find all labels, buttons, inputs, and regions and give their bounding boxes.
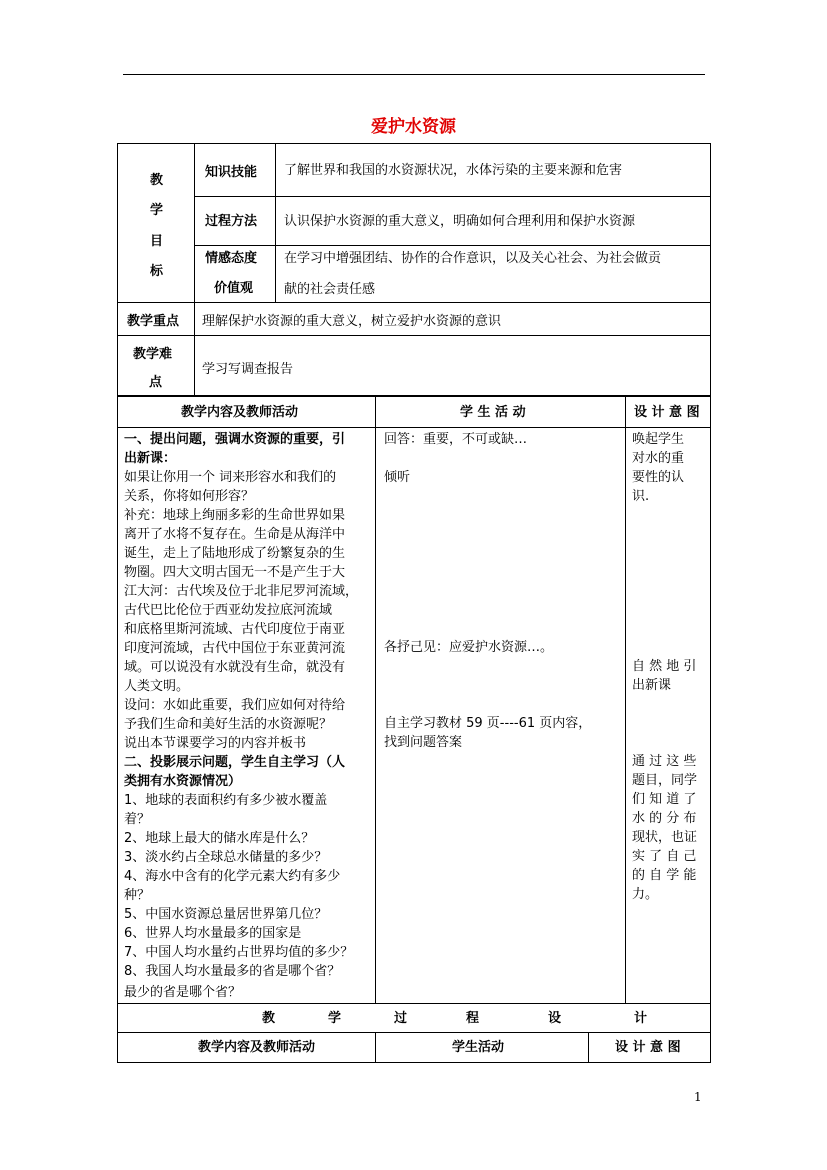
goal-label-knowledge: 知识技能 (205, 165, 258, 180)
student-text: 自主学习教材 59 页----61 页内容， (384, 716, 592, 731)
design-text: 水 的 分 布 (632, 811, 697, 826)
teacher-line: 诞生，走上了陆地形成了纷繁复杂的生 (124, 546, 346, 561)
student-text: 倾听 (384, 470, 411, 485)
teacher-line: 和底格里斯河流域、古代印度位于南亚 (124, 622, 346, 637)
teacher-line: 离开了水将不复存在。生命是从海洋中 (124, 527, 346, 542)
design-header-teacher: 教学内容及教师活动 (198, 1040, 316, 1055)
design-header-intent: 设 计 意 图 (615, 1040, 681, 1055)
teacher-line: 域。可以说没有水就没有生命，就没有 (124, 660, 346, 675)
teacher-line: 1、地球的表面积约有多少被水覆盖 (124, 793, 328, 808)
page-number: 1 (694, 1090, 702, 1104)
teacher-line: 7、中国人均水量约占世界均值的多少？ (124, 945, 354, 960)
goals-header-char: 学 (150, 203, 164, 218)
teacher-line: 类拥有水资源情况） (124, 774, 242, 789)
teacher-line: 2、地球上最大的储水库是什么？ (124, 831, 315, 846)
teacher-line: 补充：地球上绚丽多彩的生命世界如果 (124, 508, 346, 523)
goals-header-char: 标 (150, 264, 164, 279)
teacher-line: 设问：水如此重要，我们应如何对待给 (124, 698, 346, 713)
design-text: 对水的重 (632, 451, 685, 466)
goal-label-emotion: 情感态度 (205, 251, 258, 266)
teacher-line: 关系，你将如何形容？ (124, 489, 255, 504)
goal-text-knowledge: 了解世界和我国的水资源状况，水体污染的主要来源和危害 (284, 163, 623, 178)
teacher-line: 印度河流域，古代中国位于东亚黄河流 (124, 641, 346, 656)
header-rule (123, 74, 705, 75)
process-design-char: 教 (262, 1011, 276, 1026)
teacher-line: 3、淡水约占全球总水储量的多少？ (124, 850, 328, 865)
teacher-line: 一、提出问题，强调水资源的重要，引 (124, 432, 346, 447)
design-text: 通 过 这 些 (632, 754, 697, 769)
design-text: 力。 (632, 887, 659, 902)
teacher-line: 4、海水中含有的化学元素大约有多少 (124, 869, 341, 884)
goal-text-emotion: 献的社会责任感 (284, 282, 376, 297)
teacher-line: 人类文明。 (124, 679, 190, 694)
process-header-design: 设 计 意 图 (634, 405, 700, 420)
teacher-line: 说出本节课要学习的内容并板书 (124, 736, 307, 751)
design-text: 现状，也证 (632, 830, 698, 845)
process-design-char: 程 (466, 1011, 480, 1026)
process-design-char: 计 (634, 1011, 648, 1026)
teacher-line: 如果让你用一个 词来形容水和我们的 (124, 470, 337, 485)
goals-header-char: 目 (150, 234, 164, 249)
design-text: 唤起学生 (632, 432, 685, 447)
difficulty-label: 教学难 (133, 347, 173, 362)
design-text: 们 知 道 了 (632, 792, 697, 807)
difficulty-label: 点 (149, 375, 163, 390)
process-header-teacher: 教学内容及教师活动 (181, 405, 299, 420)
process-design-char: 过 (394, 1011, 408, 1026)
design-text: 实 了 自 己 (632, 849, 697, 864)
design-header-student: 学生活动 (452, 1040, 505, 1055)
teacher-line: 种？ (124, 888, 151, 903)
teacher-line: 物圈。四大文明古国无一不是产生于大 (124, 565, 346, 580)
teacher-line: 8、我国人均水量最多的省是哪个省？ (124, 964, 341, 979)
goal-text-emotion: 在学习中增强团结、协作的合作意识，以及关心社会、为社会做贡 (284, 251, 662, 266)
design-text: 出新课 (632, 678, 672, 693)
teacher-line: 予我们生命和美好生活的水资源呢？ (124, 717, 333, 732)
teacher-line: 着？ (124, 812, 151, 827)
difficulty-text: 学习写调查报告 (202, 362, 294, 377)
teacher-line: 二、投影展示问题，学生自主学习（人 (124, 755, 346, 770)
goal-text-process: 认识保护水资源的重大意义，明确如何合理利用和保护水资源 (284, 214, 636, 229)
teacher-line: 最少的省是哪个省？ (124, 985, 242, 1000)
goal-label-process: 过程方法 (205, 214, 258, 229)
teacher-line: 古代巴比伦位于西亚幼发拉底河流域 (124, 603, 333, 618)
student-text: 各抒己见：应爱护水资源…。 (384, 640, 554, 655)
design-text: 要性的认 (632, 470, 685, 485)
key-point-text: 理解保护水资源的重大意义，树立爱护水资源的意识 (202, 314, 502, 329)
page-title: 爱护水资源 (371, 117, 456, 137)
teacher-line: 6、世界人均水量最多的国家是 (124, 926, 302, 941)
design-text: 识. (632, 489, 650, 504)
process-design-char: 学 (328, 1011, 342, 1026)
teacher-line: 出新课： (124, 451, 177, 466)
teacher-line: 江大河：古代埃及位于北非尼罗河流域， (124, 584, 359, 599)
goal-label-emotion: 价值观 (214, 281, 254, 296)
design-text: 题目，同学 (632, 773, 698, 788)
teacher-line: 5、中国水资源总量居世界第几位？ (124, 907, 328, 922)
goals-header-char: 教 (150, 173, 164, 188)
student-text: 找到问题答案 (384, 735, 463, 750)
design-text: 自 然 地 引 (632, 659, 697, 674)
key-point-label: 教学重点 (127, 314, 180, 329)
process-design-char: 设 (548, 1011, 562, 1026)
student-text: 回答：重要，不可或缺… (384, 432, 528, 447)
design-text: 的 自 学 能 (632, 868, 697, 883)
process-header-student: 学 生 活 动 (460, 405, 526, 420)
